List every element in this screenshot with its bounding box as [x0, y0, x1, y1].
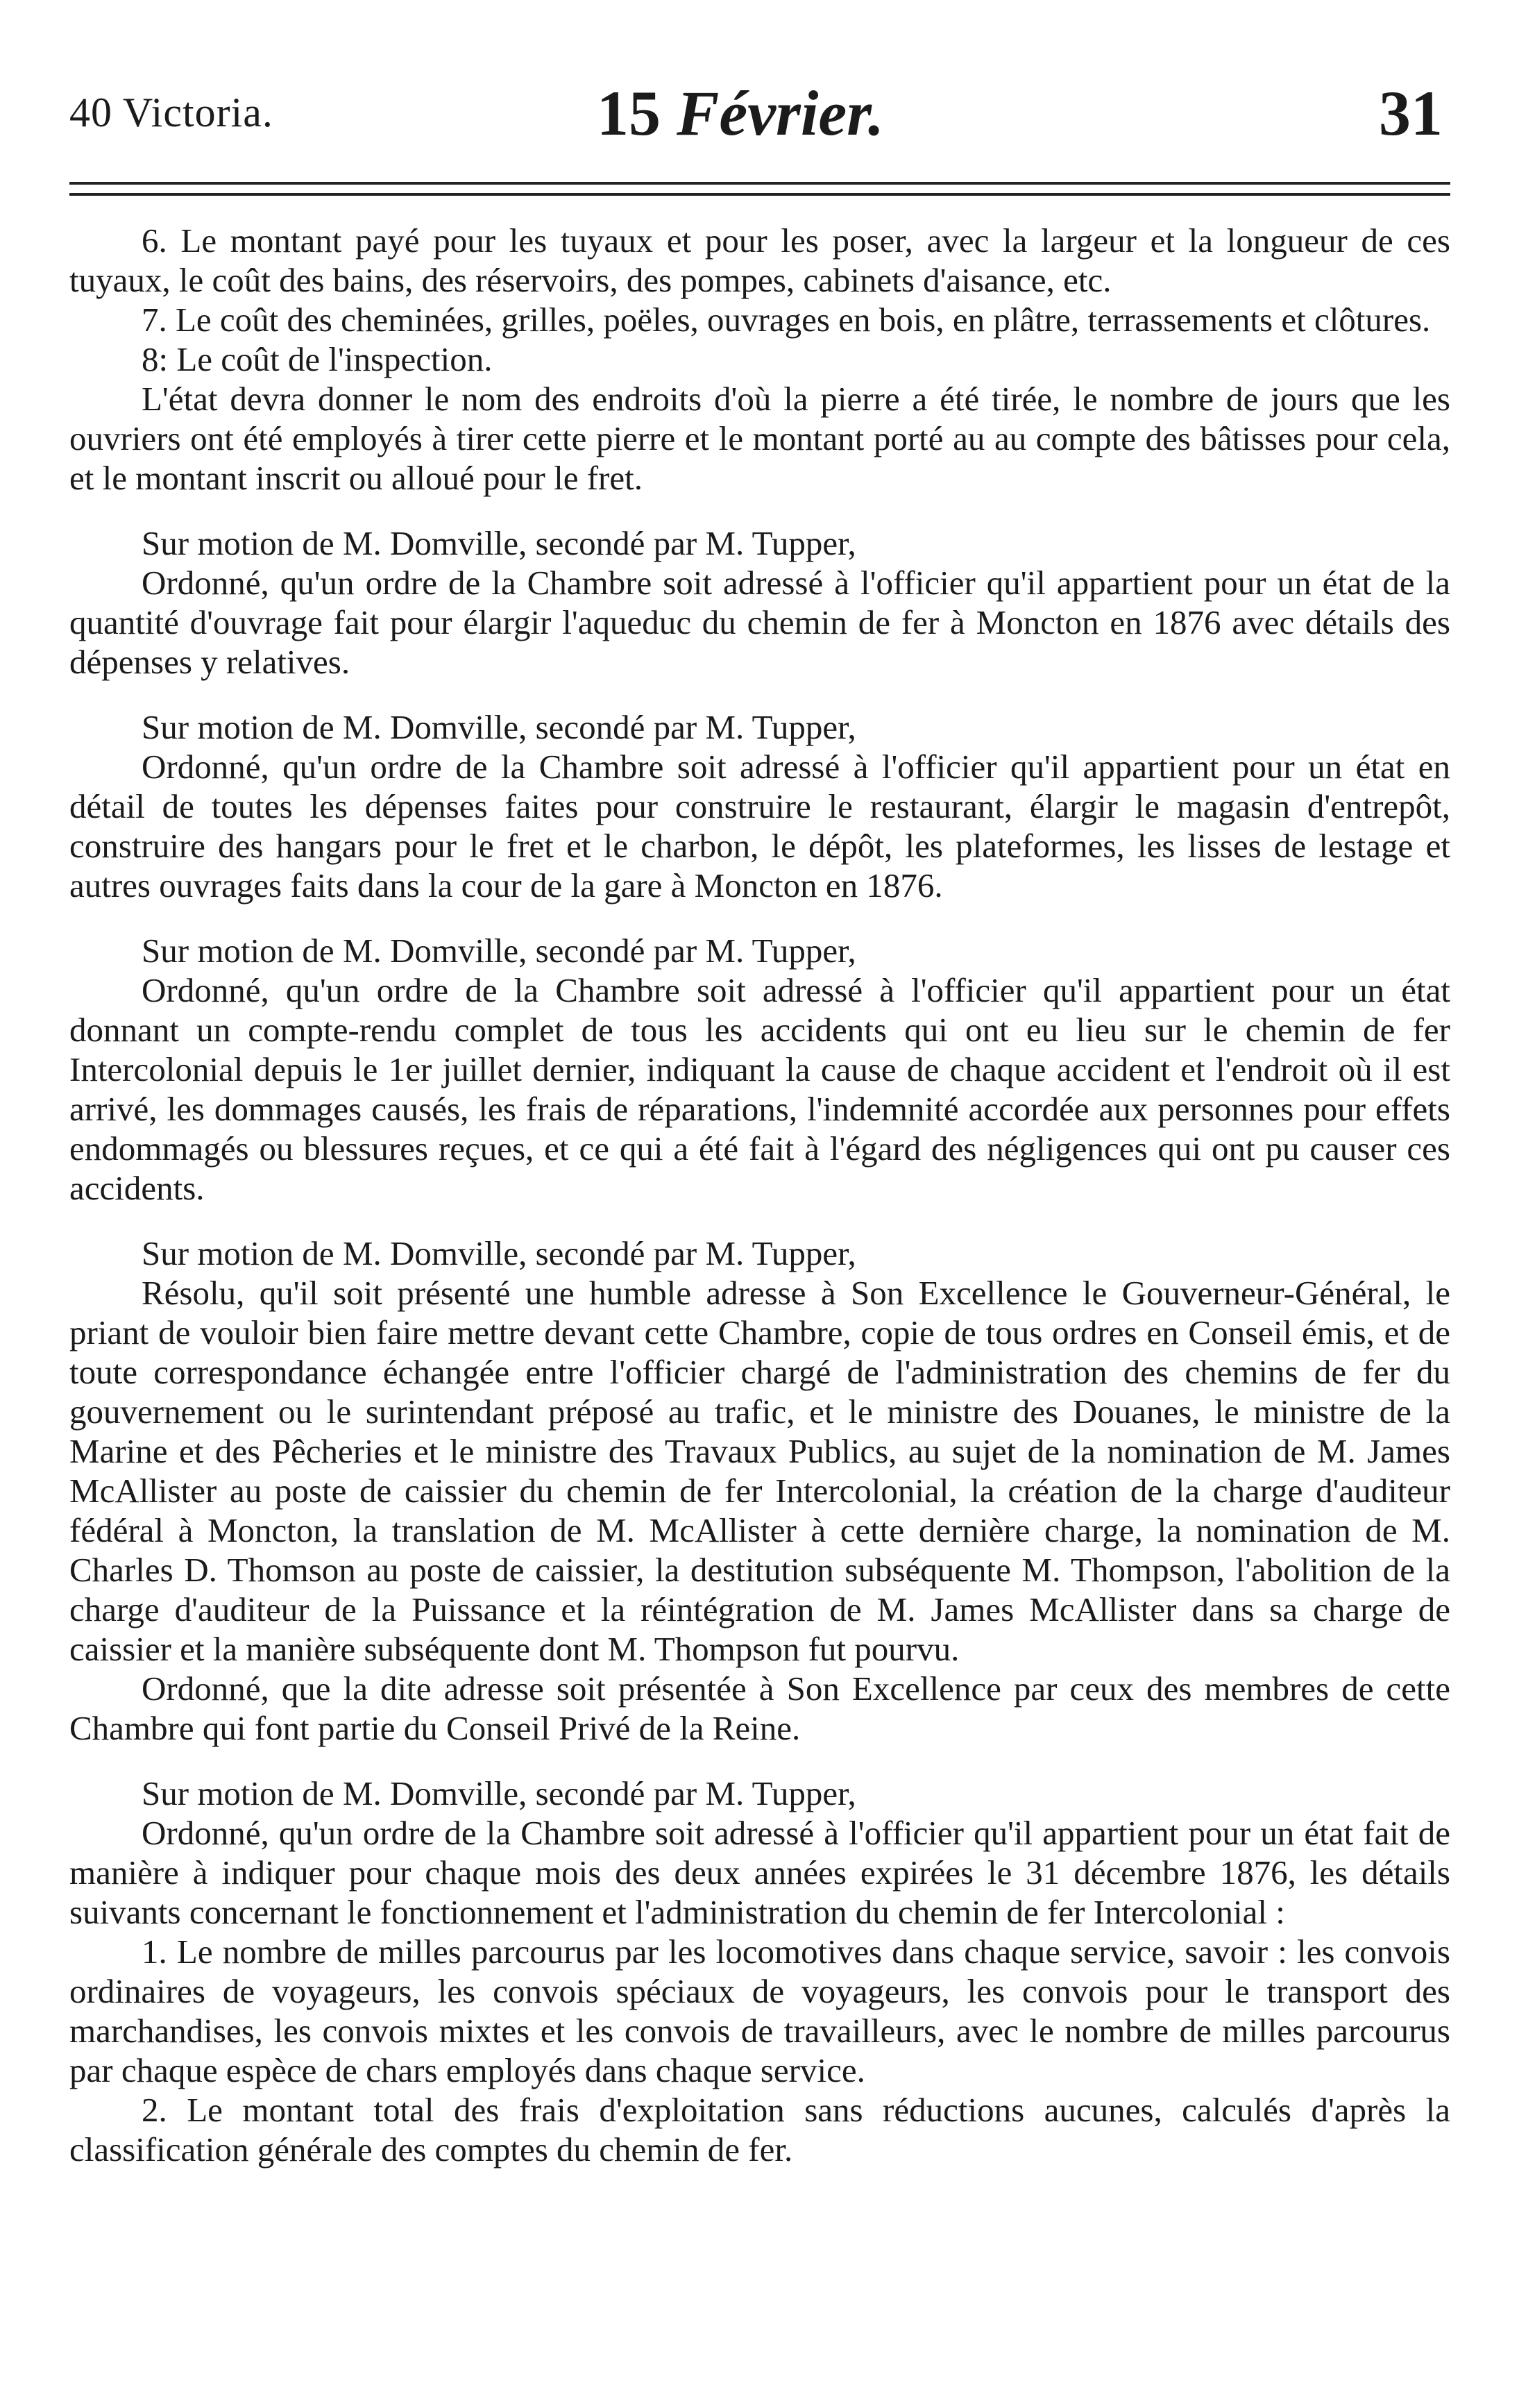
paragraph: 8: Le coût de l'inspection. [142, 340, 493, 378]
header-day: 15 [597, 78, 661, 149]
session-label: 40 Victoria. [69, 90, 273, 135]
rule-line [69, 193, 1450, 196]
paragraph: Sur motion de M. Domville, secondé par M. Tupper, [142, 708, 856, 746]
paragraph: Ordonné, qu'un ordre de la Chambre soit adressé à l'officier qu'il appartient pour un état de la quantité d'ouvrage fait pour élargir l'aqueduc du chemin de fer à Moncton en 1876 avec détails des dépenses y relatives. [69, 564, 1450, 681]
paragraph: 7. Le coût des cheminées, grilles, poëles, ouvrages en bois, en plâtre, terrassements et clôtures. [142, 301, 1431, 339]
header-rule [69, 182, 1450, 204]
paragraph: Ordonné, que la dite adresse soit présentée à Son Excellence par ceux des membres de cette Chambre qui font partie du Conseil Privé de la Reine. [69, 1669, 1450, 1747]
page-header [69, 76, 1443, 149]
document-body [69, 221, 1450, 2169]
paragraph: 1. Le nombre de milles parcourus par les locomotives dans chaque service, savoir : les convois ordinaires de voyageurs, les convois spéciaux de voyageurs, les convois pour le transport des marchandises, les convois mixtes et les convois de travailleurs, avec le nombre de milles parcourus par chaque espèce de chars employés dans chaque service. [69, 1933, 1450, 2089]
paragraph: Sur motion de M. Domville, secondé par M. Tupper, [142, 1774, 856, 1812]
paragraph: Ordonné, qu'un ordre de la Chambre soit adressé à l'officier qu'il appartient pour un état fait de manière à indiquer pour chaque mois des deux années expirées le 31 décembre 1876, les détails suivants concernant le fonctionnement et l'administration du chemin de fer Intercolonial : [69, 1814, 1450, 1931]
paragraph: 6. Le montant payé pour les tuyaux et pour les poser, avec la largeur et la longueur de ces tuyaux, le coût des bains, des réservoirs, des pompes, cabinets d'aisance, etc. [69, 221, 1450, 299]
paragraph: Ordonné, qu'un ordre de la Chambre soit adressé à l'officier qu'il appartient pour un état donnant un compte-rendu complet de tous les accidents qui ont eu lieu sur le chemin de fer Intercolonial depuis le 1er juillet dernier, indiquant la cause de chaque accident et l'endroit où il est arrivé, les dommages causés, les frais de réparations, l'indemnité accordée aux personnes pour effets endommagés ou blessures reçues, et ce qui a été fait à l'égard des négligences qui ont pu causer ces accidents. [69, 971, 1450, 1207]
paragraph: L'état devra donner le nom des endroits d'où la pierre a été tirée, le nombre de jours que les ouvriers ont été employés à tirer cette pierre et le montant porté au au compte des bâtisses pour cela, et le montant inscrit ou alloué pour le fret. [69, 380, 1450, 497]
header-month: Février. [677, 78, 884, 149]
paragraph: Ordonné, qu'un ordre de la Chambre soit adressé à l'officier qu'il appartient pour un état en détail de toutes les dépenses faites pour construire le restaurant, élargir le magasin d'entrepôt, construire des hangars pour le fret et le charbon, le dépôt, les plateformes, les lisses de lestage et autres ouvrages faits dans la cour de la gare à Moncton en 1876. [69, 748, 1450, 904]
paragraph: Sur motion de M. Domville, secondé par M. Tupper, [142, 932, 856, 970]
paragraph: Résolu, qu'il soit présenté une humble adresse à Son Excellence le Gouverneur-Général, le priant de vouloir bien faire mettre devant cette Chambre, copie de tous ordres en Conseil émis, et de toute correspondance échangée entre l'officier chargé de l'administration des chemins de fer du gouvernement ou le surintendant préposé au trafic, et le ministre des Douanes, le ministre de la Marine et des Pêcheries et le ministre des Travaux Publics, au sujet de la nomination de M. James McAllister au poste de caissier du chemin de fer Intercolonial, la création de la charge d'auditeur fédéral à Moncton, la translation de M. McAllister à cette dernière charge, la nomination de M. Charles D. Thomson au poste de caissier, la destitution subséquente M. Thompson, l'abolition de la charge d'auditeur de la Puissance et la réintégration de M. James McAllister dans sa charge de caissier et la manière subséquente dont M. Thompson fut pourvu. [69, 1274, 1450, 1668]
paragraph: 2. Le montant total des frais d'exploitation sans réductions aucunes, calculés d'après la classification générale des comptes du chemin de fer. [69, 2091, 1450, 2169]
paragraph: Sur motion de M. Domville, secondé par M. Tupper, [142, 524, 856, 562]
rule-line [69, 182, 1450, 185]
page-number: 31 [1379, 78, 1443, 149]
paragraph: Sur motion de M. Domville, secondé par M. Tupper, [142, 1234, 856, 1272]
header-date [597, 76, 884, 150]
